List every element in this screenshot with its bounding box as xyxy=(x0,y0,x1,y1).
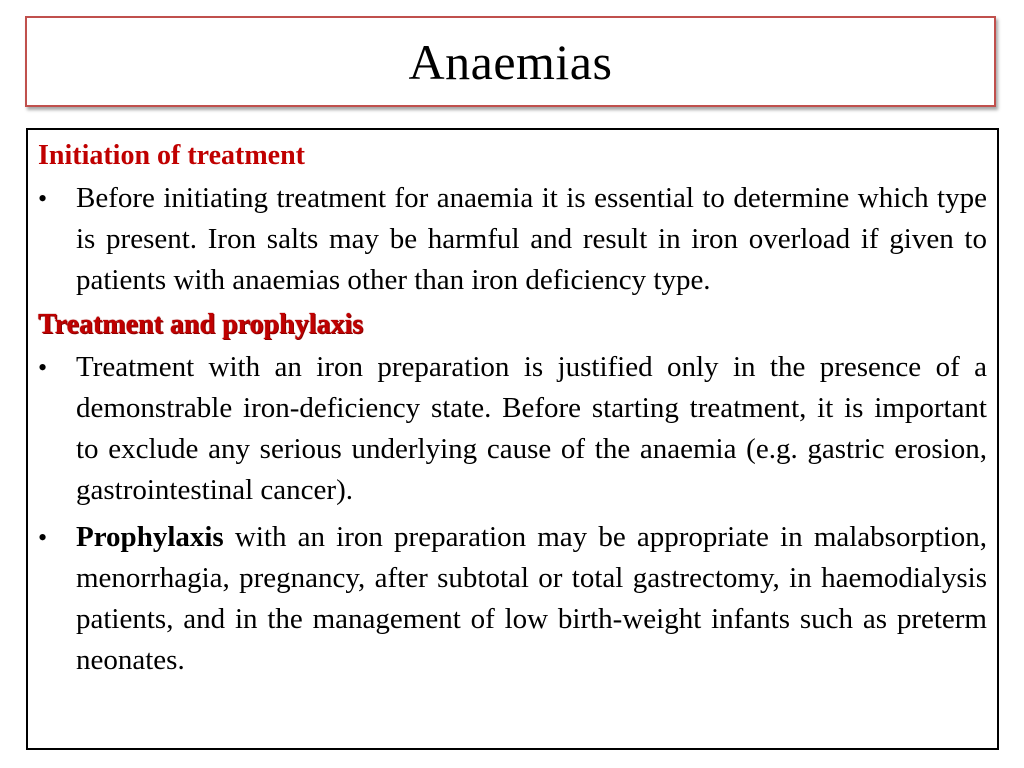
prophylaxis-term: Prophylaxis xyxy=(76,521,224,553)
slide-title: Anaemias xyxy=(408,33,613,90)
bullet-icon: • xyxy=(38,353,48,382)
treatment-heading: Treatment and prophylaxis xyxy=(38,309,364,340)
bullet-treatment-1 xyxy=(38,347,987,511)
content-box xyxy=(26,128,999,750)
bullet-text: Before initiating treatment for anaemia it is essential to determine which type is present. Iron salts may be harmful and result in iron overload if given to patients with anaemias other than iron deficiency type. xyxy=(76,182,987,296)
title-box xyxy=(25,16,996,107)
bullet-icon: • xyxy=(38,184,48,213)
bullet-icon: • xyxy=(38,523,48,552)
bullet-treatment-2 xyxy=(38,517,987,681)
initiation-heading: Initiation of treatment xyxy=(38,140,305,171)
bullet-initiation-1 xyxy=(38,178,987,301)
bullet-text xyxy=(76,517,987,681)
prophylaxis-description: with an iron preparation may be appropriate in malabsorption, menorrhagia, pregnancy, after subtotal or total gastrectomy, in haemodialysis patients, and in the management of low birth-weight infants such as preterm neonates. xyxy=(76,521,987,676)
bullet-text: Treatment with an iron preparation is justified only in the presence of a demonstrable iron-deficiency state. Before starting treatment, it is important to exclude any serious underlying cause of the anaemia (e.g. gastric erosion, gastrointestinal cancer). xyxy=(76,351,987,506)
